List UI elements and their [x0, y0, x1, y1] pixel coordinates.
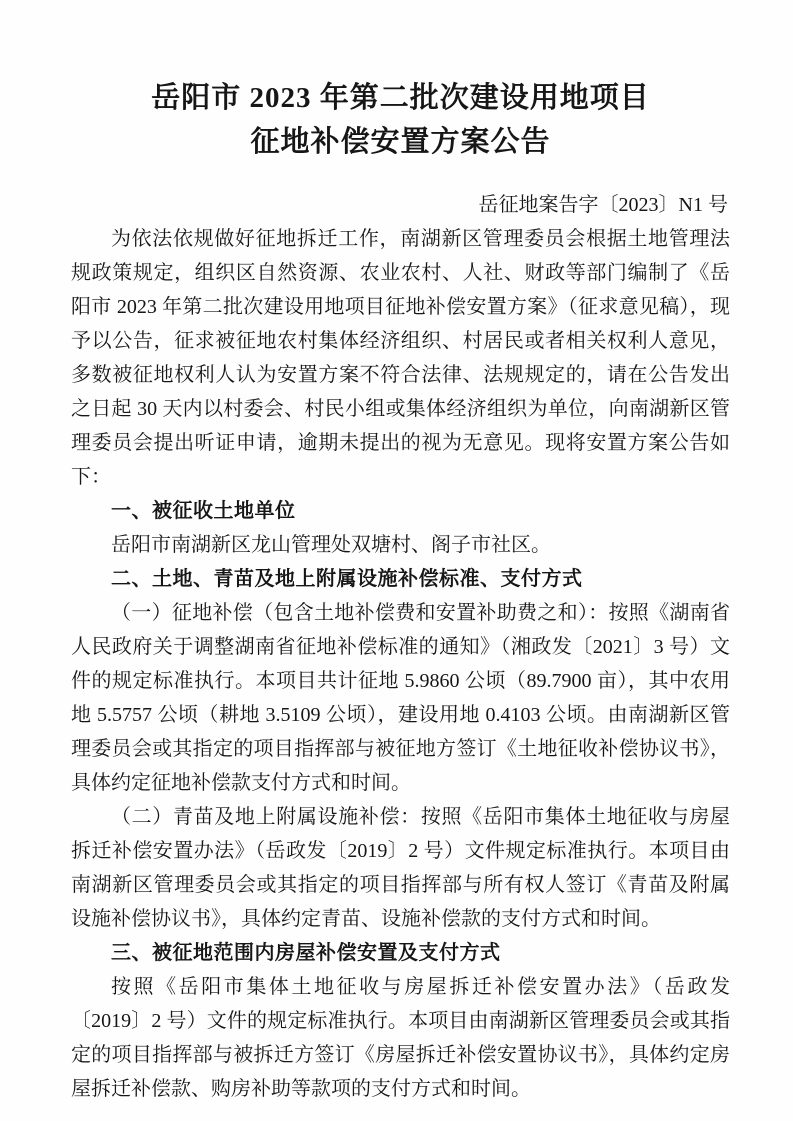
section-2-paragraph-2: （二）青苗及地上附属设施补偿：按照《岳阳市集体土地征收与房屋拆迁补偿安置办法》（岳政发〔2019〕2 号）文件规定标准执行。本项目由南湖新区管理委员会或其指定的项目指挥部与所有权人签订《青苗及附属设施补偿协议书》，具体约定青苗、设施补偿款的支付方式和时间。 — [71, 806, 730, 930]
section-2-paragraph-1: （一）征地补偿（包含土地补偿费和安置补助费之和）：按照《湖南省人民政府关于调整湖南省征地补偿标准的通知》（湘政发〔2021〕3 号）文件的规定标准执行。本项目共计征地 5.9860 公顷（89.7900 亩），其中农用地 5.5757 公顷（耕地 3.5109 公顷），建设用地 0.4103 公顷。由南湖新区管理委员会或其指定的项目指挥部与被征地方签订《土地征收补偿协议书》，具体约定征地补偿款支付方式和时间。 — [71, 602, 730, 794]
section-3-paragraph-1: 按照《岳阳市集体土地征收与房屋拆迁补偿安置办法》（岳政发〔2019〕2 号）文件的规定标准执行。本项目由南湖新区管理委员会或其指定的项目指挥部与被拆迁方签订《房屋拆迁补偿安置协议书》，具体约定房屋拆迁补偿款、购房补助等款项的支付方式和时间。 — [71, 976, 730, 1100]
document-title — [71, 76, 730, 164]
section-2-heading: 二、土地、青苗及地上附属设施补偿标准、支付方式 — [111, 568, 583, 590]
section-3-heading: 三、被征地范围内房屋补偿安置及支付方式 — [111, 942, 501, 964]
document-title-line-2: 征地补偿安置方案公告 — [250, 126, 551, 158]
document-title-line-1: 岳阳市 2023 年第二批次建设用地项目 — [151, 82, 650, 114]
section-1-heading: 一、被征收土地单位 — [111, 500, 296, 522]
intro-paragraph: 为依法依规做好征地拆迁工作，南湖新区管理委员会根据土地管理法规政策规定，组织区自然资源、农业农村、人社、财政等部门编制了《岳阳市 2023 年第二批次建设用地项目征地补偿安置方案》（征求意见稿），现予以公告，征求被征地农村集体经济组织、村居民或者相关权利人意见，多数被征地权利人认为安置方案不符合法律、法规规定的，请在公告发出之日起 30 天内以村委会、村民小组或集体经济组织为单位，向南湖新区管理委员会提出听证申请，逾期未提出的视为无意见。现将安置方案公告如下： — [71, 228, 730, 488]
document-reference-number: 岳征地案告字〔2023〕N1 号 — [478, 194, 728, 216]
section-1-paragraph-1: 岳阳市南湖新区龙山管理处双塘村、阁子市社区。 — [111, 534, 551, 556]
